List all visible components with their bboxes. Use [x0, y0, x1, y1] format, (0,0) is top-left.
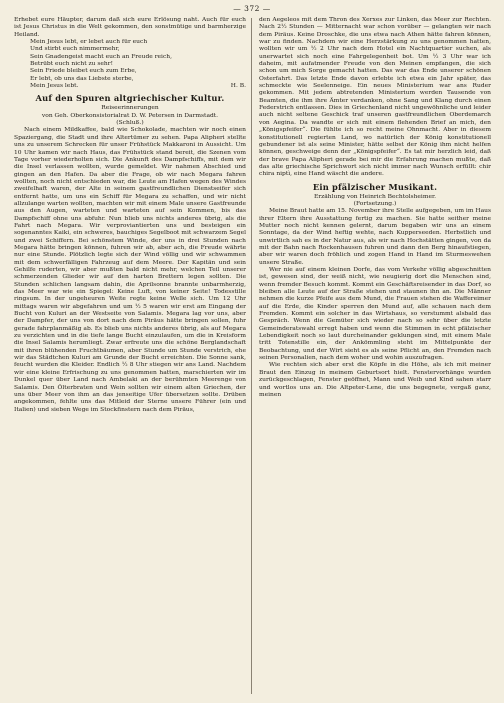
- story-paragraph: Wer nie auf einem kleinen Dorfe, das vom Verkehr völlig abgeschnitten ist, gewesen sind, der weiß nicht, wie neugierig dort die Menschen sind, wenn fremder Besuch kommt. Kommt ein Geschäftsreisender in das Dorf, so bleiben alle Leute auf der Straße stehen und staunen ihn an. Die Männer nehmen die kurze Pfeife aus dem Mund, die Frauen stehen die Waffereimer auf die Erde, die Kinder sperren den Mund auf, alle schauen nach dem Fremden. Kommt ein solcher in das Wirtshaus, so verstummt alsbald das Gespräch. Wenn die Gemüter sich wieder nach so sehr über die letzte Gemeinderatswahl erregt haben und wenn die Stimmen in echt pfälzischer Lebendigkeit noch so laut durcheinander geklungen sind, mit einem Male tritt Totenstille ein, der Ankömmling steht im Mittelpunkte der Beobachtung, und der Wirt sieht es als seine Pflicht an, den Fremden nach seinen Personalien, nach dem woher und wohin auszufragen.: [259, 266, 491, 362]
- verse-line: Er lebt, ob uns das Liebste sterbe,: [30, 74, 134, 82]
- verse-line: Und stirbt euch nimmermehr,: [30, 45, 120, 53]
- poem-verse: [14, 38, 246, 82]
- verse-line: Betrübt euch nicht zu sehr!: [30, 60, 113, 68]
- story-continuation: (Fortsetzung.): [353, 199, 397, 207]
- story-title: Ein pfälzischer Musikant.: [312, 181, 438, 192]
- article-body: Nach einem Mildkaffee, bald wie Schokolade, machten wir noch einen Spaziergang, die Stadt und ihre Altertümer zu sehen. Papa Alipheri stellte uns zu unserem Schrecken für unser Frühstück Makkaroni in Aussicht. Um 10 Uhr kamen wir nach Haus, das Frühstück stand bereit, die Szenen vom Tage vorher wiederholten sich. Die Ankunft des Dampfschiffs, mit dem wir die Insel verlassen wollten, wurde gemeldet. Wir nahmen Abschied und gingen an den Hafen. Da aber die Frage, ob wir nach Megara fahren wollten, noch nicht entschieden war, die Leute am Hafen wegen des Windes zweifelhaft waren, der Alte in seinem gastfreundlichen Dienstseifer sich entfernt hatte, um uns ein Schiff für Megara zu schaffen, und wir nicht allzulange warten wollten, machten wir mit einem Male unsere Gastfreunde aus den Augen, warteten und warteten auf sein Kommen, bis das Dampfschiff ohne uns abfuhr. Nun blieb uns nichts anderes übrig, als die Fahrt nach Megara. Wir verproviantierten uns und besteigen ein sogenanntes Kaiki, ein schweres, bauchiges Segelboot mit schwarzem Segel und zwei Schiffern. Bei schönstem Winde, der uns in drei Stunden nach Megara hätte bringen können, fuhren wir ab, aber ach, die Freude währte nur eine Stunde. Plötzlich legte sich der Wind völlig und wir schwammen mit dem schwerfälligen Fahrzeug auf dem Meere. Der Kapitän und sein Gehilfe ruderten, wir aber mußten bald nicht mehr, welchen Teil unserer schmerzenden Glieder wir auf den harten Brettern legen sollten. Die Stunden schlichen langsam dahin, die Aprilsonne brannte unbarmherzig, das Meer war wie ein Spiegel: Keine Luft, von keiner Seite! Todesstille ringsum. In der ungeheuren Weite regte keine Welle sich. Um 12 Uhr mittags waren wir abgefahren und um ½ 5 waren wir erst am Eingang der Bucht von Kuluri an der Westseite von Salamis. Megara lag vor uns, aber der Dampfer, der uns von dort nach dem Piräus hätte bringen sollen, fuhr gerade fahrplanmäßig ab. Es blieb uns nichts anderes übrig, als auf Megara zu verzichten und in die tiefe lange Bucht einzulaufen, um die in Kreisform die Insel Salamis herumliegt. Zwar erfreute uns die schöne Berglandschaft mit ihren blühenden Fruchtbäumen, aber Stunde um Stunde verstrich, ehe wir das Städtchen Kuluri am Grunde der Bucht erreichten. Die Sonne sank, feucht wurden die Kleider. Endlich ½ 8 Uhr stiegen wir ans Land. Nachdem wir eine kleine Erfrischung zu uns genommen hatten, marschierten wir im Dunkel quer über Land nach Ambelaki an der berühmten Meerenge von Salamis. Den Ölterbraten und Wein sollten wir einem alten Griechen, der uns über Meer von ihm an das jenseitige Ufer übersetzen sollte. Drüben angekommen, fehlte uns das Mitleid der Sterne unsere Führer (ein und Italien) und sieben Wege im Stockfinstern nach dem Piräus,: [14, 126, 246, 413]
- verse-line: Sein Friede bleibet euch zum Erbe,: [30, 67, 137, 75]
- signature: H. B.: [230, 82, 246, 90]
- right-column: [259, 16, 491, 398]
- column-divider: [251, 18, 252, 694]
- page-number: — 372 —: [233, 4, 271, 13]
- continuation-note: (Schluß.): [116, 119, 144, 127]
- article-body-continued: den Aegeleos mit dem Thron des Xerxes zur Linken, das Meer zur Rechten. Nach 2½ Stunden — Mitternacht war schon vorüber — gelangten wir nach dem Piräus. Keine Droschke, die uns etwa nach Athen hätte fahren können, war zu finden. Nachdem wir eine Herzstärkung zu uns genommen hatten, wollten wir um ½ 2 Uhr nach dem Hotel ein Nachtquartier suchen, als unerwartet sich noch eine Fahrgelegenheit bot. Um ½ 3 Uhr war ich daheim, mit aufatmender Freude von den Meinen empfangen, die sich schon um mich Sorge gemacht hatten. Das war das Ende unserer schönen Osterfahrt. Das letzte Ende davon erlebte ich etwa ein Jahr später, das schmeckte wie Seelenneige. Ein neues Ministerium war ans Ruder gekommen. Mit jedem abtretenden Ministerium werden Tausende von Beamten, die ihm ihre Ämter verdanken, ohne Sang und Klang durch einen Federstrich entlassen. Dies in Griechenland nicht ungewöhnliche und leider auch nicht seltene Geschick traf unseren gastfreundlichen Oberdemarch von Aegina. Da wandte er sich mit einem flehenden Brief an mich, den „Königspfeifer“. Die fühlte ich so recht meine Ohnmacht. Aber in diesem konstitutionell regierten Land, wo natürlich der König konstitutionell gebundener ist als seine Minister, hätte selbst der König ihm nicht helfen können, geschweige denn der „Königspfeifer“. Es tat mir herzlich leid, daß der brave Papa Alipheri gerade bei mir die Erfahrung machen mußte, daß das alte griechische Sprichwort sich nicht immer nach Wunsch erfüllt: chir chira niptì, eine Hand wäscht die andere.: [259, 16, 491, 178]
- left-column: [14, 16, 246, 413]
- verse-line: Mein Jesus lebt, er lebet auch für euch: [30, 38, 148, 46]
- article-subtitle: Reiseerinnerungen: [101, 104, 159, 112]
- story-byline: Erzählung von Heinrich Bechtolsheimer.: [313, 192, 437, 200]
- verse-line: Mein Jesus lebt.: [30, 82, 79, 90]
- article-author: von Geh. Oberkonsistorialrat D. W. Petersen in Darmstadt.: [41, 111, 219, 119]
- story-paragraph: Wie rechten sich aber erst die Köpfe in die Höhe, als ich mit meiner Braut den Einzug in meinem Geburtsort hielt. Fenstervorhänge wurden zurückgeschlagen, Fenster geöffnet, Mann und Weib und Kind sahen starr und wortlos uns an. Die Altpeter-Lene, die uns begegnete, vergaß ganz, meinen: [259, 361, 491, 398]
- intro-paragraph: Erhebet eure Häupter, darum daß sich eure Erlösung naht. Auch für euch ist Jesus Christus in die Welt gekommen, den sonstmütige und barmherzige Heiland.: [14, 16, 246, 38]
- story-paragraph: Meine Braut hatte am 15. November ihre Stelle aufgegeben, um im Haus ihrer Eltern ihre Ausstattung fertig zu machen. Sie hatte seither meine Mutter noch nicht kennen gelernt, darum begaben wir uns an einem Sonntage, da der Wind heftig wehte, nach Kupperseeden. Herbstlich und unwirtlich sah es in der Natur aus, als wir nach Hochstätten gingen, von da mit der Bahn nach Rockenhausen fuhren und dann den Berg hinaufstiegen, aber wir waren doch fröhlich und zogen Hand in Hand im Sturmeswehen unsere Straße.: [259, 207, 491, 266]
- verse-closing: [14, 82, 246, 89]
- article-title: Auf den Spuren altgriechischer Kultur.: [35, 93, 225, 104]
- verse-line: Sein Gnadengeist macht euch an Freude reich,: [30, 52, 172, 60]
